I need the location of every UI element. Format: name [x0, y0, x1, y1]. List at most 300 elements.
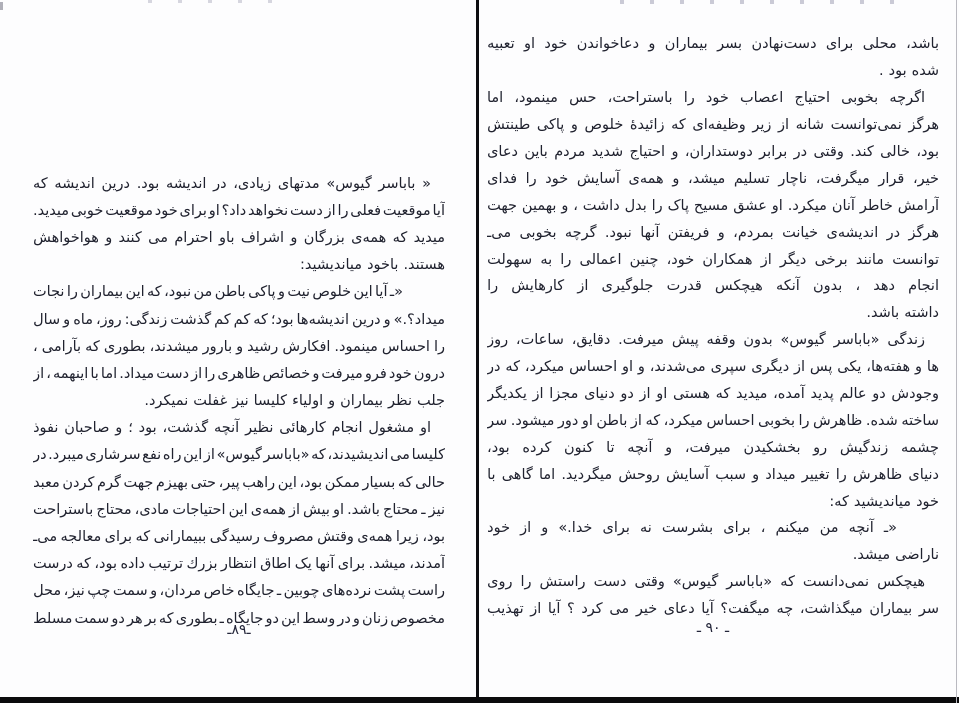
- word: بیماران: [664, 36, 708, 53]
- word: محل: [33, 583, 62, 600]
- word: خود: [916, 493, 939, 510]
- word: دو: [111, 610, 125, 627]
- word: داده: [120, 556, 145, 573]
- word: میدید.: [33, 202, 70, 219]
- word: هستند.: [403, 257, 445, 274]
- page-edge-line: [956, 0, 957, 703]
- word: سمت: [74, 610, 110, 627]
- word: باشد،: [906, 36, 939, 53]
- word: شده.: [865, 412, 898, 429]
- word: بود،: [94, 556, 118, 573]
- word: پشت: [373, 583, 406, 600]
- word: اگرچه: [889, 90, 925, 107]
- word: خلوص: [584, 117, 624, 134]
- word: میشدند،: [149, 338, 199, 355]
- word: من: [193, 284, 213, 301]
- word: ترتیب: [148, 556, 184, 573]
- word: تغییر: [801, 466, 830, 483]
- word: میکرد،: [663, 412, 703, 429]
- word: نظیر: [245, 420, 274, 437]
- word: که: [671, 117, 686, 134]
- word: فرو: [364, 365, 387, 382]
- word: و: [63, 311, 71, 328]
- word: همه‌ی: [357, 529, 393, 546]
- word: گذشت: [170, 311, 212, 328]
- word: اندیشه‌ی: [826, 224, 879, 241]
- word: که: [397, 474, 413, 491]
- word: دو: [872, 386, 886, 403]
- word: خود: [487, 520, 511, 537]
- word: مینمود.: [334, 338, 378, 355]
- word: معالجه: [60, 529, 102, 546]
- word: بیماران: [869, 601, 913, 618]
- word: آنها: [640, 224, 660, 241]
- word: دور: [557, 412, 579, 429]
- word: که: [85, 338, 100, 355]
- word: گیوس»: [216, 447, 262, 464]
- word: وقفه: [706, 332, 736, 349]
- word: که: [392, 229, 408, 246]
- word: احساس: [569, 359, 618, 376]
- word: نفوذ: [33, 420, 59, 437]
- word: برای: [179, 202, 207, 219]
- word: بود.: [136, 175, 160, 192]
- word: سمت: [112, 583, 148, 600]
- word: باستراحت،: [607, 90, 673, 107]
- word: همه‌ی: [351, 229, 387, 246]
- word: گیوس»: [780, 332, 826, 349]
- word: وقتش: [317, 529, 354, 546]
- word: چپ: [87, 583, 111, 600]
- word: و: [648, 36, 656, 53]
- word: از: [530, 601, 542, 618]
- word: پاک: [667, 197, 689, 214]
- word: می‌ـ: [33, 529, 58, 546]
- word: خود: [154, 202, 178, 219]
- word: حس: [569, 90, 597, 107]
- word: اعصاب: [739, 90, 784, 107]
- word: میگردید.: [561, 466, 613, 483]
- word: نظر: [388, 393, 412, 410]
- word: راست: [407, 583, 445, 600]
- word: کند.: [850, 144, 874, 160]
- word: آیا: [375, 284, 388, 301]
- word: چوبین: [283, 583, 320, 600]
- word: بهمین: [521, 197, 557, 214]
- word: داشت: [582, 197, 620, 214]
- word: در: [33, 447, 47, 464]
- word: برای: [602, 520, 630, 537]
- word: خیر،: [912, 170, 939, 187]
- word: مخصوص: [390, 610, 445, 627]
- word: در: [886, 224, 901, 241]
- word: کارهائی: [279, 420, 326, 437]
- text-line: [33, 306, 445, 333]
- word: اندیشه‌ها: [296, 311, 350, 328]
- word: یکدیگر: [487, 386, 527, 403]
- word: کلیسا: [253, 393, 288, 410]
- word: کنون: [564, 439, 594, 456]
- word: گیوس»: [672, 574, 719, 591]
- word: برای: [337, 556, 366, 573]
- word: با: [90, 365, 99, 382]
- word: از: [288, 501, 300, 518]
- word: زیادی،: [233, 175, 272, 192]
- word: نیز،: [63, 583, 85, 600]
- word: مشغول: [368, 420, 415, 437]
- word: آنچه: [627, 439, 653, 456]
- word: از: [577, 278, 589, 295]
- word: انجام: [908, 278, 939, 295]
- word: دعاخواندن: [576, 36, 640, 53]
- word: اما: [538, 466, 556, 483]
- word: و: [665, 439, 673, 456]
- word: از: [203, 447, 215, 464]
- text-line: [33, 578, 445, 605]
- word: گیوس»: [326, 175, 372, 192]
- word: صاحبان: [64, 420, 110, 437]
- word: محتاج: [382, 501, 419, 518]
- word: که: [147, 284, 162, 301]
- word: روز: [487, 332, 509, 349]
- word: که: [253, 311, 268, 328]
- scan-noise-speck: [0, 2, 3, 10]
- word: داد؟: [221, 202, 247, 219]
- word: درین: [101, 175, 131, 192]
- word: حالی: [415, 474, 445, 491]
- word: قدرت: [666, 278, 702, 295]
- word: آیا: [547, 601, 561, 618]
- word: ،: [573, 197, 578, 214]
- word: میداد: [765, 466, 796, 483]
- word: و: [672, 170, 680, 187]
- word: میاندیشید:: [300, 257, 363, 274]
- text-line: [33, 333, 445, 360]
- word: در: [337, 610, 351, 627]
- word: باستراحت: [33, 501, 94, 518]
- word: جهت: [123, 474, 154, 491]
- word: جهت: [487, 197, 518, 214]
- word: بطوری: [175, 610, 218, 627]
- word: ها: [926, 359, 939, 376]
- word: باشد.: [866, 305, 900, 322]
- word: هیچکس: [714, 278, 763, 295]
- word: تا: [606, 439, 615, 456]
- word: میداد.: [119, 365, 155, 382]
- word: ماه: [73, 311, 93, 328]
- word: آسایش: [665, 466, 710, 483]
- word: مردم: [554, 144, 586, 160]
- word: می: [148, 229, 168, 246]
- word: را: [651, 197, 663, 214]
- word: خدا.»: [558, 520, 593, 537]
- word: بود: [138, 420, 157, 437]
- word: احترام: [174, 229, 213, 246]
- text-line: [487, 192, 939, 219]
- word: مدتهای: [277, 175, 320, 192]
- word: احتیاج: [794, 90, 830, 107]
- word: دیگری: [751, 359, 790, 376]
- word: درین: [352, 311, 381, 328]
- word: از: [520, 520, 532, 537]
- text-line: [487, 246, 939, 273]
- text-line: [487, 165, 939, 192]
- text-line: [487, 327, 939, 354]
- word: چنین: [629, 251, 659, 268]
- word: نمیکرد.: [144, 393, 189, 410]
- word: شده: [911, 63, 939, 80]
- word: هستی: [672, 386, 710, 403]
- word: و: [277, 284, 285, 301]
- word: بود،: [299, 474, 323, 491]
- word: بود،: [916, 144, 939, 160]
- text-line: [33, 442, 445, 469]
- text-line: [487, 219, 939, 246]
- text-line: [487, 569, 939, 596]
- word: گاهی: [501, 466, 533, 483]
- word: زندگی: [887, 332, 925, 349]
- word: میدید: [736, 386, 768, 403]
- word: خیر: [635, 601, 658, 618]
- word: گرم: [96, 474, 121, 491]
- word: آنان: [831, 197, 855, 214]
- word: و: [671, 144, 679, 160]
- word: را: [560, 251, 572, 268]
- word: احتیاجات: [172, 501, 226, 518]
- word: فعلی: [350, 202, 382, 219]
- word: باشد.: [347, 501, 380, 518]
- word: راستش: [539, 574, 586, 591]
- word: او: [581, 412, 593, 429]
- word: برابر: [759, 144, 788, 160]
- word: ببیمارانی: [153, 529, 207, 546]
- word: او: [419, 420, 431, 437]
- word: سبب: [715, 466, 747, 483]
- word: اندیشیدند،: [327, 447, 389, 464]
- text-line: [33, 415, 445, 442]
- word: در: [793, 144, 808, 160]
- word: که: [645, 412, 661, 429]
- word: اما: [487, 90, 504, 107]
- word: روحش: [618, 466, 660, 483]
- word: را: [835, 466, 847, 483]
- word: نخواهد: [248, 202, 289, 219]
- word: ممکن: [324, 474, 360, 491]
- word: دست‌نهادن: [751, 36, 817, 53]
- word: اولیاء: [292, 393, 324, 410]
- word: به: [540, 251, 553, 268]
- word: مانند: [855, 251, 885, 268]
- word: میشد.: [368, 556, 406, 573]
- word: احساس: [706, 412, 755, 429]
- word: این: [228, 501, 248, 518]
- word: نرده‌های: [321, 583, 372, 600]
- word: وقتی: [813, 144, 844, 160]
- word: احساس: [381, 338, 430, 355]
- word: آسایش: [576, 170, 620, 187]
- word: خوبی: [70, 202, 104, 219]
- word: باو: [219, 229, 235, 246]
- word: «ـ: [389, 284, 403, 301]
- word: را: [66, 284, 78, 301]
- word: میبرد.: [48, 447, 84, 464]
- word: کم: [233, 311, 251, 328]
- word: را: [683, 90, 695, 107]
- word: ناچار: [778, 170, 808, 187]
- word: در: [487, 359, 501, 376]
- word: شانه: [795, 117, 824, 134]
- word: مینمود،: [514, 90, 558, 107]
- word: خاطر: [859, 197, 893, 214]
- text-line: [33, 360, 445, 387]
- word: ظاهرش: [852, 466, 903, 483]
- word: دعای: [487, 144, 518, 160]
- word: خالی: [880, 144, 910, 160]
- word: را: [204, 365, 216, 382]
- word: ظاهری: [217, 365, 261, 382]
- word: دست: [156, 365, 190, 382]
- word: حتی: [190, 474, 217, 491]
- word: داشته: [904, 305, 939, 322]
- word: او: [333, 501, 345, 518]
- word: تهذیب: [487, 601, 524, 618]
- word: و: [717, 224, 725, 241]
- page-right: [479, 0, 959, 703]
- word: او: [524, 36, 536, 53]
- word: بدون: [743, 332, 773, 349]
- word: بیش: [303, 501, 330, 518]
- word: میگذاشت،: [799, 601, 863, 618]
- word: کرده: [522, 439, 552, 456]
- word: نبود،: [164, 284, 192, 301]
- word: خود: [705, 90, 729, 107]
- word: گرچه: [564, 224, 597, 241]
- word: این: [125, 284, 145, 301]
- word: آنها: [315, 556, 335, 573]
- word: باین: [524, 144, 548, 160]
- word: موقعیت: [382, 202, 431, 219]
- word: میشد،: [687, 170, 726, 187]
- word: ـ: [219, 610, 224, 627]
- word: ناراضی: [895, 547, 939, 564]
- text-line: [487, 273, 939, 300]
- word: و: [236, 338, 244, 355]
- word: پدید: [810, 386, 834, 403]
- word: موقعیت: [105, 202, 153, 219]
- text-line: [487, 488, 939, 515]
- word: از: [760, 251, 772, 268]
- word: میشود.: [510, 412, 555, 429]
- word: بیماران: [340, 393, 384, 410]
- word: و: [752, 466, 760, 483]
- word: سال: [33, 311, 61, 328]
- word: آنچه: [848, 520, 874, 537]
- word: خود: [388, 365, 412, 382]
- word: دقایق،: [571, 332, 611, 349]
- word: مجزا: [549, 386, 579, 403]
- word: میشد.: [852, 547, 891, 564]
- word: همه‌ی: [250, 501, 286, 518]
- word: اشراف: [240, 229, 285, 246]
- word: دو: [265, 610, 279, 627]
- text-line: [487, 112, 939, 139]
- word: برخی: [814, 251, 848, 268]
- word: و: [150, 583, 158, 600]
- word: کرد: [581, 601, 603, 618]
- word: من: [819, 520, 839, 537]
- word: تعبیه: [487, 36, 515, 53]
- word: ،: [46, 365, 51, 382]
- word: بدون: [812, 278, 843, 295]
- word: قرار: [878, 170, 905, 187]
- word: او: [208, 202, 220, 219]
- word: برای: [723, 520, 751, 537]
- word: عشق: [733, 197, 767, 214]
- word: نفع: [142, 447, 162, 464]
- text-line: [33, 551, 445, 578]
- word: همکاران: [702, 251, 753, 268]
- text-line: [487, 58, 939, 85]
- word: بخوبی: [757, 412, 795, 429]
- word: روز،: [95, 311, 122, 328]
- text-line: [487, 139, 939, 166]
- word: اندیشه: [54, 175, 95, 192]
- word: وظیفه‌ای: [692, 117, 746, 134]
- word: «باباسر: [833, 332, 880, 349]
- word: معبد: [33, 474, 60, 491]
- word: جایگاه: [225, 610, 264, 627]
- word: مردان،: [159, 583, 202, 600]
- word: جلوگیری: [601, 278, 654, 295]
- word: این: [353, 284, 373, 301]
- word: برای: [104, 529, 133, 546]
- word: خصائص: [262, 365, 311, 382]
- word: انجام: [331, 420, 363, 437]
- word: میگفت؟: [720, 601, 770, 618]
- word: سرشاری: [85, 447, 141, 464]
- word: رشید: [247, 338, 279, 355]
- word: بطوری: [103, 338, 146, 355]
- word: بود،: [487, 439, 510, 456]
- word: کردن: [62, 474, 95, 491]
- word: دوستداران،: [684, 144, 753, 160]
- word: پس: [809, 359, 833, 376]
- word: پیر،: [218, 474, 240, 491]
- word: و: [115, 420, 123, 437]
- word: را: [520, 574, 532, 591]
- word: مصروف: [263, 529, 314, 546]
- word: خود،: [666, 251, 695, 268]
- text-line: [487, 407, 939, 434]
- page-right-text: [487, 31, 939, 623]
- word: آیا: [432, 202, 445, 219]
- word: کارهایش: [511, 278, 565, 295]
- word: و: [561, 197, 569, 214]
- word: نه: [639, 520, 652, 537]
- word: راه: [162, 447, 182, 464]
- word: یکی: [837, 359, 862, 376]
- word: میدید: [413, 229, 445, 246]
- word: مسیح: [693, 197, 729, 214]
- word: که: [715, 386, 731, 403]
- text-line: [487, 515, 939, 542]
- text-line: [33, 224, 445, 251]
- word: از: [324, 202, 336, 219]
- page-left-text: [33, 170, 445, 632]
- cutoff-header-marks-left: [148, 0, 298, 3]
- word: خاص: [203, 583, 235, 600]
- word: باخود: [367, 257, 399, 274]
